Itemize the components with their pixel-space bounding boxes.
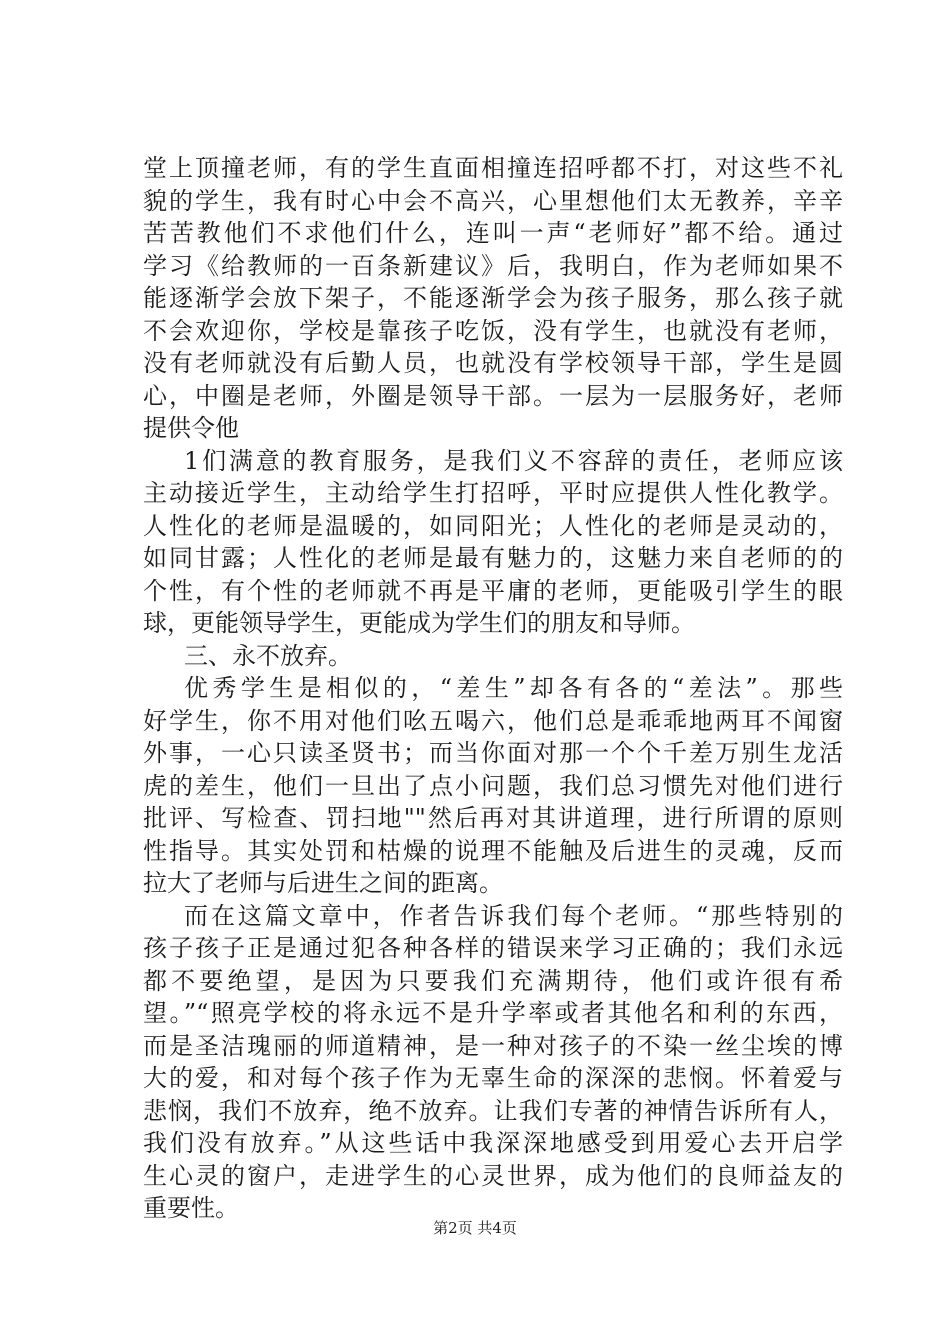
paragraph	[143, 445, 843, 640]
text-line: 我们没有放弃。”从这些话中我深深地感受到用爱心去开启学	[143, 1129, 843, 1157]
text-line: 而是圣洁瑰丽的师道精神，是一种对孩子的不染一丝尘埃的博	[143, 1031, 843, 1060]
text-line: 好学生，你不用对他们吆五喝六，他们总是乖乖地两耳不闻窗	[143, 706, 843, 735]
body-text	[143, 152, 843, 1225]
text-line: 如同甘露；人性化的老师是最有魅力的，这魅力来自老师的的	[143, 544, 843, 572]
text-line: 提供令他	[143, 414, 239, 442]
text-line: 悲悯，我们不放弃，绝不放弃。让我们专著的神情告诉所有人，	[143, 1096, 843, 1125]
paragraph	[143, 672, 843, 900]
text-line: 生心灵的窗户，走进学生的心灵世界，成为他们的良师益友的	[143, 1161, 843, 1190]
paragraph	[143, 900, 843, 1225]
text-line: 能逐渐学会放下架子，不能逐渐学会为孩子服务，那么孩子就	[143, 284, 843, 312]
text-line: 没有老师就没有后勤人员，也就没有学校领导干部，学生是圆	[143, 349, 843, 377]
text-line: 不会欢迎你，学校是靠孩子吃饭，没有学生，也就没有老师，	[143, 316, 843, 345]
text-line: 拉大了老师与后进生之间的距离。	[143, 869, 503, 897]
text-line: 个性，有个性的老师就不再是平庸的老师，更能吸引学生的眼	[143, 576, 843, 605]
text-line: 虎的差生，他们一旦出了点小问题，我们总习惯先对他们进行	[143, 771, 843, 800]
text-line: 重要性。	[143, 1194, 239, 1222]
text-line: 孩子孩子正是通过犯各种各样的错误来学习正确的；我们永远	[143, 934, 843, 962]
paragraph	[143, 152, 843, 445]
text-line: 主动接近学生，主动给学生打招呼，平时应提供人性化教学。	[143, 479, 843, 507]
text-line: 貌的学生，我有时心中会不高兴，心里想他们太无教养，辛辛	[143, 186, 843, 215]
text-line: 优秀学生是相似的，“差生”却各有各的“差法”。那些	[184, 674, 843, 702]
text-line: 球，更能领导学生，更能成为学生们的朋友和导师。	[143, 609, 695, 637]
text-line: 学习《给教师的一百条新建议》后，我明白，作为老师如果不	[143, 251, 843, 280]
text-line: 批评、写检查、罚扫地""然后再对其讲道理，进行所谓的原则	[143, 804, 843, 832]
text-line: 而在这篇文章中，作者告诉我们每个老师。“那些特别的	[184, 901, 843, 930]
page-footer: 第2页 共4页	[433, 1219, 517, 1237]
text-line: 苦苦教他们不求他们什么，连叫一声“老师好”都不给。通过	[143, 219, 843, 247]
text-line: 外事，一心只读圣贤书；而当你面对那一个个千差万别生龙活	[143, 739, 843, 767]
text-line: 心，中圈是老师，外圈是领导干部。一层为一层服务好，老师	[143, 381, 843, 410]
text-line: 堂上顶撞老师，有的学生直面相撞连招呼都不打，对这些不礼	[143, 154, 843, 182]
text-line: 人性化的老师是温暖的，如同阳光；人性化的老师是灵动的，	[143, 511, 843, 540]
text-line: 都不要绝望，是因为只要我们充满期待，他们或许很有希	[143, 966, 843, 995]
text-line: 三、永不放弃。	[184, 641, 352, 670]
text-line: 性指导。其实处罚和枯燥的说理不能触及后进生的灵魂，反而	[143, 836, 843, 865]
text-line: 望。”“照亮学校的将永远不是升学率或者其他名和利的东西，	[143, 999, 843, 1027]
paragraph	[143, 640, 843, 673]
text-line: 1们满意的教育服务，是我们义不容辞的责任，老师应该	[184, 446, 843, 475]
text-line: 大的爱，和对每个孩子作为无辜生命的深深的悲悯。怀着爱与	[143, 1064, 843, 1092]
